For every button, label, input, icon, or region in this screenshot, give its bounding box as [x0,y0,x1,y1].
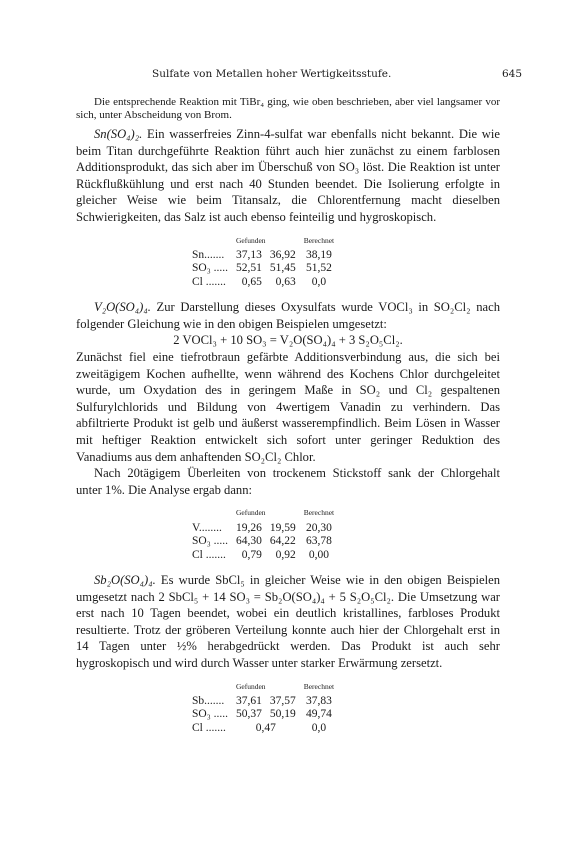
calculated-value: 63,78 [305,535,332,548]
table-row [188,722,338,735]
row-label: Sn....... [192,248,225,261]
table-row [188,549,338,562]
row-label: SO₃ ..... [192,535,228,548]
found-value: 0,47 [255,721,276,734]
found-value: 36,92 [269,248,296,261]
table-head-calc: Berechnet [303,681,335,691]
paragraph-tibr4: Die entsprechende Reaktion mit TiBr₄ ging, wie oben beschrieben, aber viel langsamer vor sich, unter Abscheidung von Brom. [76,96,500,121]
calculated-value: 0,00 [308,548,329,561]
analysis-table-v [188,506,338,562]
table-head-calc: Berechnet [303,235,335,245]
row-label: Cl ....... [192,275,226,288]
table-head-found: Gefunden [235,235,266,245]
found-value: 37,61 [235,694,262,707]
calculated-value: 20,30 [305,521,332,534]
section-heading-sb: Sb₂O(SO₄)₄. [94,572,156,587]
found-value: 50,19 [269,708,296,721]
row-label: Sb....... [192,694,225,707]
analysis-table-sn [188,234,338,290]
table-row [188,262,338,275]
table-row [188,522,338,535]
paragraph-v-3: Nach 20tägigem Überleiten von trockenem Stickstoff sank der Chlorgehalt unter 1%. Die Analyse ergab dann: [76,466,500,497]
found-value: 51,45 [269,262,296,275]
table-row [188,535,338,548]
table-row [188,276,338,289]
found-value: 0,63 [275,275,296,288]
section-text-sn: Ein wasserfreies Zinn-4-sulfat war ebenfalls nicht bekannt. Die wie beim Titan durchgeführte Reaktion führt auch hier zunächst zu einem farblosen Additionsprodukt, das sich aber im Überschuß von SO₃ löst. Die Reaktion ist unter Rückflußkühlung und erst nach 40 Stunden beendet. Die Isolierung erfolgte in gleicher Weise wie beim Titansalz, die Chlorentfernung macht dieselben Schwierigkeiten, das Salz ist auch ebenso feinteilig und hygroskopisch. [76,127,500,224]
found-value: 19,59 [269,521,296,534]
section-heading-sn: Sn(SO₄)₂. [94,127,143,141]
found-value: 37,13 [235,248,262,261]
table-head-calc: Berechnet [303,508,335,518]
body-text [76,96,500,745]
table-row [188,249,338,262]
analysis-table-sb [188,680,338,736]
running-title: Sulfate von Metallen hoher Wertigkeitsstufe. [152,68,392,80]
calculated-value: 38,19 [305,248,332,261]
row-label: SO₃ ..... [192,262,228,275]
section-heading-v: V₂O(SO₄)₄. [94,300,151,315]
row-label: V........ [192,521,222,534]
row-label: SO₃ ..... [192,708,228,721]
equation-v: 2 VOCl₃ + 10 SO₃ = V₂O(SO₄)₄ + 3 S₂O₅Cl₂. [173,333,403,348]
row-label: Cl ....... [192,548,226,561]
section-text-sb: Es wurde SbCl₅ in gleicher Weise wie in den obigen Beispielen umgesetzt nach 2 SbCl₅ + 14 SO₃ = Sb₂O(SO₄)₄ + 5 S₂O₅Cl₂. Die Umsetzung war erst nach 10 Tagen beendet, wobei ein deutlich kristallines, farbloses Produkt resultierte. Trotz der gröberen Verteilung konnte auch hier der Chlorgehalt erst in 14 Tagen unter ½% herabgedrückt werden. Das Produkt ist auch sehr hygroskopisch und wird durch Wasser unter starker Erwärmung zersetzt. [76,572,500,670]
page-number: 645 [501,68,522,80]
calculated-value: 0,0 [311,275,327,288]
section-sn [76,126,500,226]
found-value: 52,51 [235,262,262,275]
calculated-value: 51,52 [305,262,332,275]
calculated-value: 0,0 [311,721,327,734]
table-row [188,695,338,708]
table-head-found: Gefunden [235,681,266,691]
found-value: 64,22 [269,535,296,548]
section-sb [76,572,500,672]
calculated-value: 37,83 [305,694,332,707]
found-value: 0,79 [241,548,262,561]
table-head-found: Gefunden [235,508,266,518]
row-label: Cl ....... [192,721,226,734]
found-value: 0,65 [241,275,262,288]
found-value: 19,26 [235,521,262,534]
found-value: 37,57 [269,694,296,707]
calculated-value: 49,74 [305,708,332,721]
section-text-v: Zur Darstellung dieses Oxysulfats wurde VOCl₃ in SO₂Cl₂ nach folgender Gleichung wie in den obigen Beispielen umgesetzt: [76,300,500,331]
paragraph-v-2: Zunächst fiel eine tiefrotbraun gefärbte Additionsverbindung aus, die sich bei zweitägigem Kochen aufhellte, wenn während des Kochens Chlor durchgeleitet wurde, um Oxydation des in geringem Maße in SO₂ und Cl₂ gespaltenen Sulfurylchlorids und Bildung von 4wertigem Vanadin zu verhindern. Das abfiltrierte Produkt ist gelb und äußerst wasserempfindlich. Beim Lösen in Wasser mit heftiger Reaktion entwickelt sich sofort unter geringer Reduktion des Vanadiums aus dem anhaftenden SO₂Cl₂ Chlor. [76,349,500,464]
section-v [76,299,500,332]
table-row [188,708,338,721]
found-value: 64,30 [235,535,262,548]
found-value: 0,92 [275,548,296,561]
found-value: 50,37 [235,708,262,721]
